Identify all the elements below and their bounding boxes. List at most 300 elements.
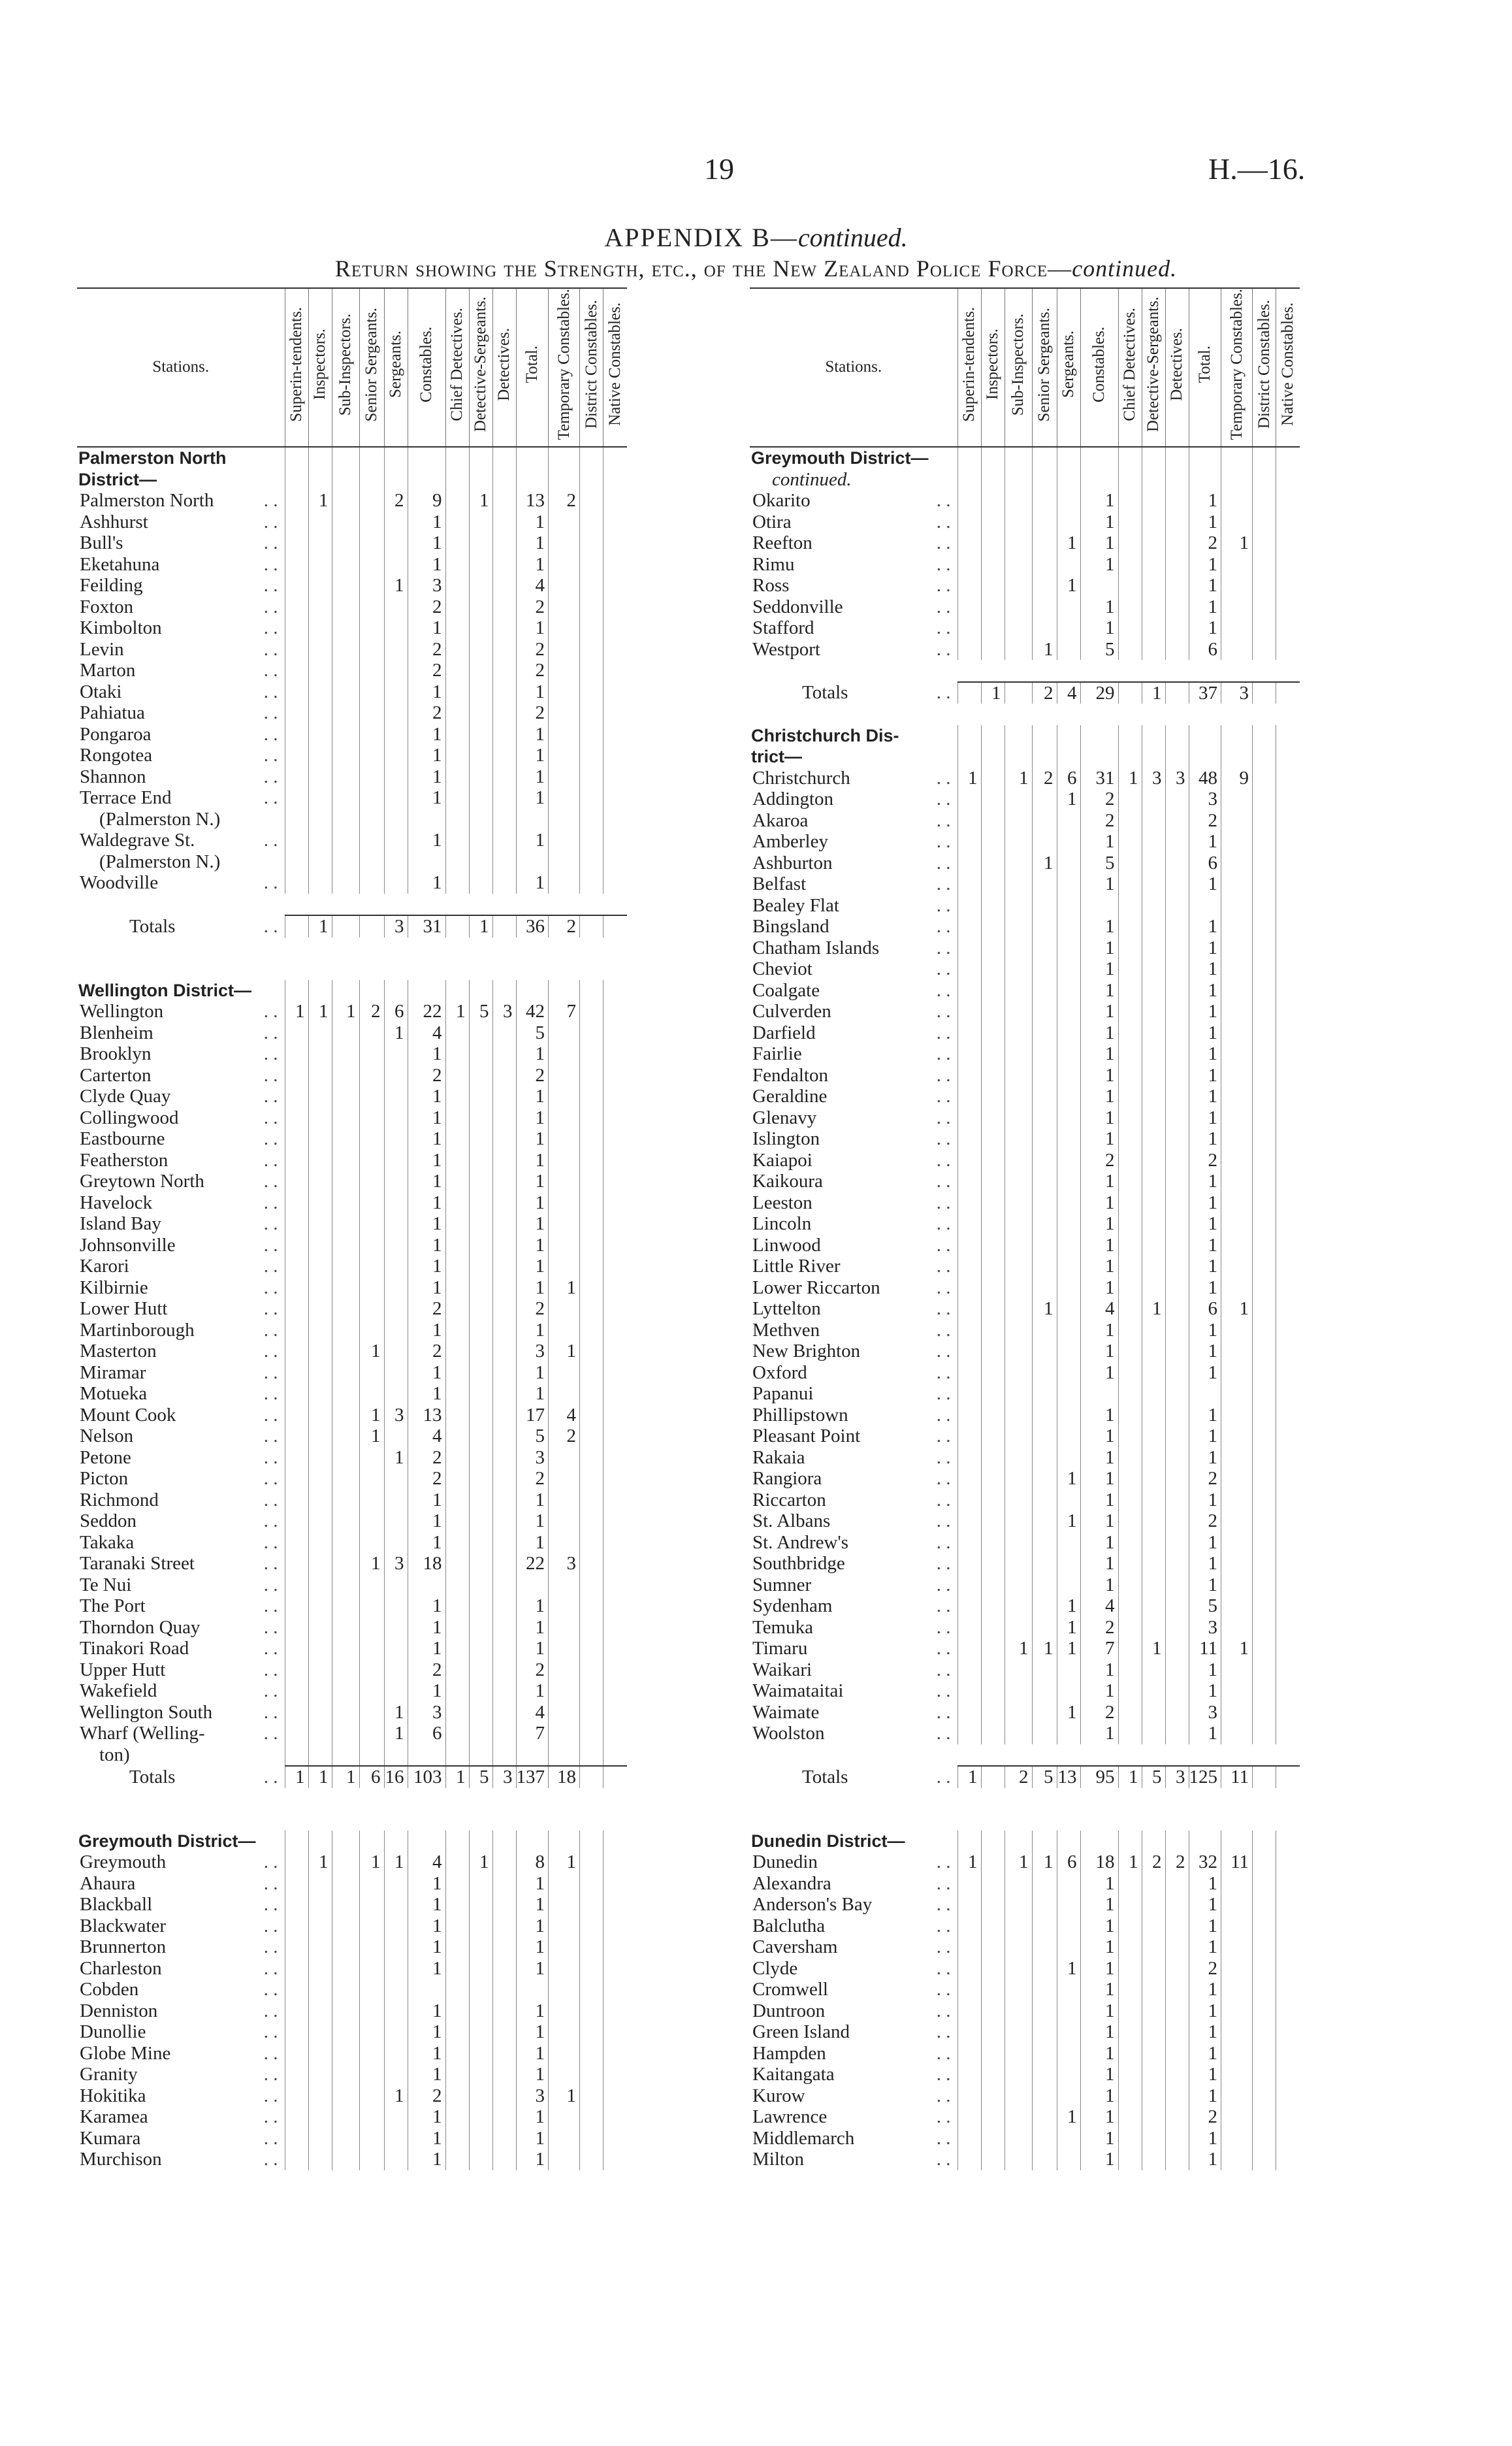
- value-cell: [1221, 1659, 1253, 1681]
- value-cell: [384, 1235, 408, 1256]
- value-cell: [981, 1192, 1005, 1214]
- right-table-section: [750, 287, 1300, 2170]
- value-cell: [1118, 1490, 1142, 1511]
- value-cell: 3: [384, 915, 408, 938]
- value-cell: 1: [1080, 1894, 1118, 1916]
- value-cell: [603, 2128, 627, 2149]
- value-cell: 1: [384, 1723, 408, 1744]
- value-cell: [308, 1150, 332, 1171]
- value-cell: [492, 1298, 516, 1320]
- station-name: Wellington . .: [77, 1001, 285, 1022]
- value-cell: [549, 1744, 580, 1767]
- value-cell: [1276, 1680, 1300, 1702]
- value-cell: [359, 1873, 384, 1895]
- spacer-row: [750, 704, 1300, 725]
- value-cell: [1165, 617, 1189, 639]
- value-cell: [469, 1192, 492, 1214]
- value-cell: [384, 1320, 408, 1341]
- value-cell: [469, 1574, 492, 1596]
- value-cell: [469, 872, 492, 894]
- value-cell: [359, 617, 384, 639]
- station-row: [750, 916, 1300, 938]
- value-cell: [1005, 639, 1032, 660]
- value-cell: 1: [1080, 1362, 1118, 1384]
- value-cell: [1118, 810, 1142, 832]
- value-cell: [1005, 596, 1032, 618]
- value-cell: [1253, 1213, 1276, 1235]
- station-row: [750, 1128, 1300, 1150]
- value-cell: [981, 980, 1005, 1002]
- value-cell: 1: [516, 1107, 549, 1129]
- value-cell: [603, 1490, 627, 1511]
- value-cell: 1: [408, 2106, 445, 2128]
- value-cell: [1221, 1341, 1253, 1362]
- value-cell: 137: [516, 1766, 549, 1788]
- value-cell: [1221, 746, 1253, 768]
- station-row: [750, 1723, 1300, 1744]
- value-cell: [580, 617, 603, 639]
- value-cell: [1032, 1831, 1057, 1852]
- station-name: Kimbolton . .: [77, 617, 285, 639]
- value-cell: [1005, 2000, 1032, 2022]
- value-cell: [957, 831, 981, 853]
- value-cell: [1253, 810, 1276, 832]
- value-cell: [1165, 2000, 1189, 2022]
- station-row: [77, 1936, 627, 1958]
- value-cell: [285, 1958, 308, 1980]
- value-cell: [981, 469, 1005, 491]
- value-cell: 2: [1189, 1510, 1221, 1532]
- value-cell: 1: [1080, 2085, 1118, 2107]
- value-cell: [332, 554, 359, 576]
- value-cell: [1057, 1192, 1080, 1214]
- value-cell: [1142, 2149, 1165, 2170]
- value-cell: [603, 787, 627, 809]
- value-cell: [1221, 1723, 1253, 1744]
- value-cell: [445, 1256, 469, 1277]
- value-cell: [957, 1150, 981, 1171]
- column-header-label: Detective-Sergeants.: [1144, 297, 1162, 432]
- continuation-row: [750, 469, 1300, 491]
- value-cell: [1142, 789, 1165, 810]
- value-cell: [332, 1277, 359, 1299]
- value-cell: [445, 1086, 469, 1107]
- value-cell: 1: [359, 1553, 384, 1574]
- value-cell: [1253, 1958, 1276, 1980]
- value-cell: [332, 2149, 359, 2170]
- station-name: Westport . .: [750, 639, 957, 660]
- value-cell: [1005, 1171, 1032, 1192]
- value-cell: 1: [1080, 980, 1118, 1002]
- value-cell: [285, 575, 308, 596]
- spacer-cell: [77, 958, 627, 980]
- value-cell: [1032, 1065, 1057, 1086]
- value-cell: [1032, 958, 1057, 980]
- value-cell: [1276, 1979, 1300, 2000]
- value-cell: [285, 1405, 308, 1426]
- value-cell: [492, 554, 516, 576]
- value-cell: 1: [516, 1958, 549, 1980]
- value-cell: [1057, 1447, 1080, 1469]
- value-cell: [1005, 1916, 1032, 1937]
- value-cell: [384, 1150, 408, 1171]
- value-cell: [957, 512, 981, 533]
- value-cell: [1118, 958, 1142, 980]
- column-header-label: Senior Sergeants.: [362, 307, 380, 422]
- value-cell: [445, 617, 469, 639]
- value-cell: [1276, 1362, 1300, 1384]
- value-cell: [469, 809, 492, 830]
- value-cell: [981, 810, 1005, 832]
- value-cell: [445, 766, 469, 788]
- value-cell: [957, 1341, 981, 1362]
- value-cell: [1221, 1213, 1253, 1235]
- value-cell: [1221, 2021, 1253, 2043]
- value-cell: 1: [516, 1617, 549, 1639]
- value-cell: [492, 2085, 516, 2107]
- value-cell: [957, 1277, 981, 1299]
- value-cell: [332, 1958, 359, 1980]
- value-cell: [1057, 746, 1080, 768]
- value-cell: [1253, 768, 1276, 789]
- value-cell: [549, 1510, 580, 1532]
- value-cell: 1: [1080, 2128, 1118, 2149]
- value-cell: [580, 660, 603, 681]
- column-header-label: Chief Detectives.: [448, 307, 466, 421]
- value-cell: [1165, 980, 1189, 1002]
- value-cell: [1165, 1320, 1189, 1341]
- value-cell: [445, 2043, 469, 2064]
- value-cell: [549, 1065, 580, 1086]
- value-cell: [469, 1150, 492, 1171]
- district-heading-row: [77, 1831, 627, 1852]
- value-cell: [1276, 831, 1300, 853]
- value-cell: [580, 915, 603, 938]
- value-cell: [957, 1086, 981, 1107]
- value-cell: [492, 2064, 516, 2085]
- value-cell: [359, 1659, 384, 1681]
- value-cell: [580, 1831, 603, 1852]
- value-cell: [1057, 938, 1080, 959]
- value-cell: [469, 1958, 492, 1980]
- value-cell: [1080, 469, 1118, 491]
- value-cell: [1165, 1958, 1189, 1980]
- value-cell: [1253, 1065, 1276, 1086]
- value-cell: [603, 1256, 627, 1277]
- value-cell: [1276, 1086, 1300, 1107]
- value-cell: 1: [516, 1532, 549, 1554]
- value-cell: 1: [1080, 1235, 1118, 1256]
- value-cell: [1276, 746, 1300, 768]
- value-cell: [580, 1723, 603, 1744]
- value-cell: [285, 1065, 308, 1086]
- value-cell: [1057, 639, 1080, 660]
- value-cell: [1253, 1979, 1276, 2000]
- value-cell: [981, 831, 1005, 853]
- value-cell: [1276, 980, 1300, 1002]
- value-cell: [1253, 1894, 1276, 1916]
- value-cell: [603, 724, 627, 745]
- value-cell: [1276, 1171, 1300, 1192]
- value-cell: [469, 1532, 492, 1554]
- value-cell: [1057, 1086, 1080, 1107]
- value-cell: [445, 1916, 469, 1937]
- value-cell: [285, 617, 308, 639]
- value-cell: [308, 2021, 332, 2043]
- value-cell: [1276, 1001, 1300, 1022]
- value-cell: [957, 1235, 981, 1256]
- value-cell: [1005, 980, 1032, 1002]
- value-cell: [1057, 958, 1080, 980]
- value-cell: [1057, 1256, 1080, 1277]
- column-header-label: Total.: [523, 346, 541, 383]
- value-cell: [1057, 2021, 1080, 2043]
- value-cell: [1276, 1065, 1300, 1086]
- value-cell: 1: [1032, 1851, 1057, 1873]
- station-row: [750, 1936, 1300, 1958]
- value-cell: [549, 1532, 580, 1554]
- station-row: [77, 1235, 627, 1256]
- value-cell: [469, 2043, 492, 2064]
- value-cell: [580, 1171, 603, 1192]
- value-cell: [603, 1320, 627, 1341]
- station-row: [77, 1680, 627, 1702]
- value-cell: [469, 787, 492, 809]
- value-cell: [580, 1766, 603, 1788]
- station-row: [750, 895, 1300, 917]
- value-cell: 2: [1005, 1766, 1032, 1788]
- value-cell: 3: [1165, 768, 1189, 789]
- value-cell: [408, 447, 445, 469]
- value-cell: 1: [1005, 1851, 1032, 1873]
- value-cell: [1276, 2021, 1300, 2043]
- value-cell: 1: [516, 1894, 549, 1916]
- column-header: [549, 288, 580, 447]
- station-row: [750, 1043, 1300, 1065]
- left-strength-table: [77, 287, 627, 2170]
- value-cell: [1276, 1532, 1300, 1554]
- value-cell: [332, 1256, 359, 1277]
- station-name: Eketahuna . .: [77, 554, 285, 576]
- column-header-label: Constables.: [417, 326, 435, 402]
- value-cell: 1: [1189, 596, 1221, 618]
- value-cell: [603, 1150, 627, 1171]
- value-cell: 1: [408, 681, 445, 703]
- value-cell: [285, 1873, 308, 1895]
- value-cell: [1005, 682, 1032, 704]
- value-cell: [285, 532, 308, 554]
- value-cell: 11: [1189, 1638, 1221, 1659]
- value-cell: [1253, 532, 1276, 554]
- station-row: [750, 2021, 1300, 2043]
- value-cell: [1276, 1043, 1300, 1065]
- station-row: [750, 1894, 1300, 1916]
- station-row: [750, 1171, 1300, 1192]
- value-cell: 1: [1189, 1022, 1221, 1044]
- value-cell: [549, 1680, 580, 1702]
- value-cell: [445, 702, 469, 724]
- value-cell: [308, 469, 332, 491]
- value-cell: [1253, 1702, 1276, 1723]
- value-cell: [332, 1638, 359, 1659]
- value-cell: [332, 617, 359, 639]
- value-cell: [1057, 1426, 1080, 1447]
- value-cell: [1142, 1468, 1165, 1490]
- station-name: Takaka . .: [77, 1532, 285, 1554]
- value-cell: [1276, 1831, 1300, 1852]
- value-cell: [981, 789, 1005, 810]
- value-cell: 1: [516, 512, 549, 533]
- value-cell: [308, 1213, 332, 1235]
- value-cell: [359, 1894, 384, 1916]
- value-cell: 1: [1189, 1426, 1221, 1447]
- station-row: [77, 1532, 627, 1554]
- value-cell: [445, 809, 469, 830]
- value-cell: [1221, 1532, 1253, 1554]
- value-cell: [1057, 1936, 1080, 1958]
- value-cell: [1005, 469, 1032, 491]
- value-cell: [1253, 1362, 1276, 1384]
- value-cell: [957, 1617, 981, 1639]
- value-cell: [1118, 447, 1142, 469]
- value-cell: 1: [408, 1320, 445, 1341]
- value-cell: [1165, 1022, 1189, 1044]
- value-cell: [981, 1043, 1005, 1065]
- value-cell: [981, 1213, 1005, 1235]
- value-cell: [580, 1916, 603, 1937]
- value-cell: [1005, 1213, 1032, 1235]
- value-cell: [359, 745, 384, 766]
- value-cell: [580, 1341, 603, 1362]
- value-cell: [1253, 1766, 1276, 1788]
- value-cell: [1253, 469, 1276, 491]
- value-cell: [981, 1510, 1005, 1532]
- value-cell: [580, 809, 603, 830]
- value-cell: [469, 2106, 492, 2128]
- value-cell: 5: [1080, 853, 1118, 874]
- value-cell: [359, 469, 384, 491]
- value-cell: 1: [1080, 1065, 1118, 1086]
- value-cell: [1221, 1894, 1253, 1916]
- station-row: [77, 575, 627, 596]
- station-row: [77, 1873, 627, 1895]
- value-cell: [445, 1235, 469, 1256]
- value-cell: [492, 1659, 516, 1681]
- station-name: Pahiatua . .: [77, 702, 285, 724]
- value-cell: 1: [516, 830, 549, 851]
- value-cell: [469, 617, 492, 639]
- value-cell: [285, 724, 308, 745]
- value-cell: [285, 1979, 308, 2000]
- value-cell: [603, 1638, 627, 1659]
- column-header-label: Detectives.: [1168, 327, 1185, 401]
- station-name: Anderson's Bay . .: [750, 1894, 957, 1916]
- value-cell: [492, 1532, 516, 1554]
- value-cell: [1221, 895, 1253, 917]
- value-cell: [445, 469, 469, 491]
- value-cell: [1253, 1235, 1276, 1256]
- station-name: continued.: [772, 468, 852, 490]
- station-name: Little River . .: [750, 1256, 957, 1277]
- value-cell: [1253, 938, 1276, 959]
- value-cell: 1: [1189, 1894, 1221, 1916]
- value-cell: 1: [516, 1277, 549, 1299]
- value-cell: [957, 810, 981, 832]
- value-cell: [549, 575, 580, 596]
- value-cell: 9: [1221, 768, 1253, 789]
- value-cell: 1: [1080, 512, 1118, 533]
- value-cell: [384, 1894, 408, 1916]
- value-cell: [981, 1405, 1005, 1426]
- value-cell: [492, 1510, 516, 1532]
- district-heading: District—: [78, 469, 157, 489]
- value-cell: [332, 1744, 359, 1767]
- value-cell: [1142, 2128, 1165, 2149]
- station-row: [750, 789, 1300, 810]
- station-name: (Palmerston N.): [99, 808, 221, 830]
- value-cell: [981, 1086, 1005, 1107]
- value-cell: [957, 789, 981, 810]
- value-cell: [285, 554, 308, 576]
- station-name: St. Albans . .: [750, 1510, 957, 1532]
- station-name: Hokitika . .: [77, 2085, 285, 2107]
- value-cell: [492, 1873, 516, 1895]
- value-cell: [384, 1659, 408, 1681]
- spacer-row: [77, 894, 627, 916]
- value-cell: [308, 1702, 332, 1723]
- station-row: [77, 745, 627, 766]
- value-cell: [492, 639, 516, 660]
- value-cell: [384, 617, 408, 639]
- value-cell: [408, 851, 445, 873]
- value-cell: [1276, 1426, 1300, 1447]
- value-cell: [1165, 1831, 1189, 1852]
- value-cell: [580, 1256, 603, 1277]
- value-cell: [1118, 1320, 1142, 1341]
- station-row: [77, 1595, 627, 1617]
- value-cell: 2: [516, 660, 549, 681]
- value-cell: [384, 2106, 408, 2128]
- value-cell: [580, 1510, 603, 1532]
- value-cell: [1118, 1022, 1142, 1044]
- value-cell: [359, 1128, 384, 1150]
- value-cell: [1221, 1447, 1253, 1469]
- value-cell: [332, 1680, 359, 1702]
- station-row: [750, 831, 1300, 853]
- value-cell: [1032, 532, 1057, 554]
- value-cell: [549, 1595, 580, 1617]
- value-cell: 1: [516, 1043, 549, 1065]
- value-cell: [957, 1426, 981, 1447]
- value-cell: 1: [1057, 1595, 1080, 1617]
- value-cell: [332, 2085, 359, 2107]
- station-row: [77, 554, 627, 576]
- value-cell: [1142, 1362, 1165, 1384]
- value-cell: [957, 958, 981, 980]
- value-cell: 17: [516, 1405, 549, 1426]
- value-cell: [384, 1873, 408, 1895]
- value-cell: [359, 1447, 384, 1469]
- value-cell: [1080, 746, 1118, 768]
- spacer-cell: [750, 1809, 1300, 1831]
- value-cell: [469, 1723, 492, 1744]
- station-name: Akaroa . .: [750, 810, 957, 832]
- value-cell: [1057, 1043, 1080, 1065]
- value-cell: [1276, 1468, 1300, 1490]
- value-cell: 1: [384, 1022, 408, 1044]
- value-cell: [1253, 1150, 1276, 1171]
- station-row: [750, 1638, 1300, 1659]
